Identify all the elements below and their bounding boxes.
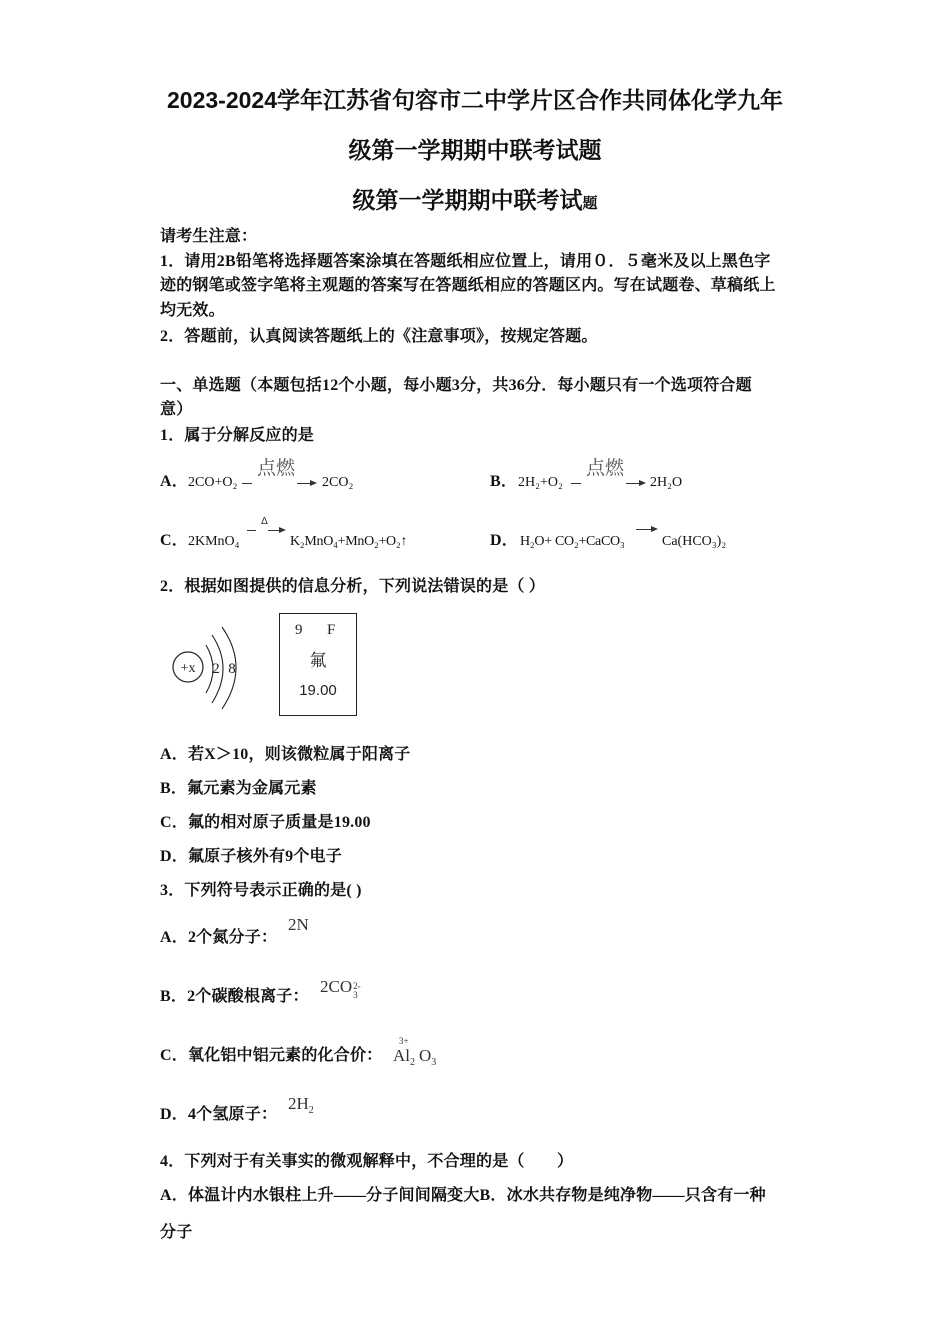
question-2-option-a: A．若X＞10，则该微粒属于阳离子 (160, 746, 411, 763)
question-4-options-line-2: 分子 (160, 1224, 193, 1241)
question-2-option-d: D．氟原子核外有9个电子 (160, 848, 342, 865)
nucleus-charge: +x (180, 661, 196, 676)
title-line-3-main: 级第一学期期中联考试 (352, 187, 583, 213)
question-4-stem: 4．下列对于有关事实的微观解释中，不合理的是（ ） (160, 1153, 574, 1170)
reactants: 2H₂+O₂ (518, 475, 563, 490)
formula-element-2: O (419, 1046, 432, 1065)
formula-hydrogen (288, 1094, 314, 1121)
formula-valence: 3+ (399, 1036, 409, 1046)
title-line-3-tail: 题 (582, 195, 598, 212)
formula-main: 2CO (320, 977, 353, 996)
reaction-arrow-icon (268, 530, 284, 531)
formula-sub: 3 (353, 990, 358, 1000)
formula-sub-1: 2 (410, 1057, 415, 1068)
question-2-option-b: B．氟元素为金属元素 (160, 780, 317, 797)
question-3-stem: 3．下列符号表示正确的是( ) (160, 882, 362, 899)
title-line-3 (0, 185, 950, 219)
reaction-dash (247, 530, 256, 531)
atomic-mass: 19.00 (299, 682, 337, 699)
products: 2CO₂ (322, 475, 354, 490)
notice-heading: 请考生注意： (160, 228, 258, 245)
reaction-condition: Δ (261, 516, 268, 527)
title-line-1: 2023-2024学年江苏省句容市二中学片区合作共同体化学九年 (167, 87, 783, 113)
reaction-condition: 点燃 (257, 458, 296, 479)
question-3-option-d-label: D．4个氢原子： (160, 1106, 278, 1123)
formula-sub-sup (353, 982, 361, 1000)
question-3-option-c-label: C．氧化铝中铝元素的化合价： (160, 1047, 383, 1064)
section-heading-line-1: 一、单选题（本题包括12个小题，每小题3分，共36分．每小题只有一个选项符合题 (160, 377, 752, 394)
formula-carbonate (320, 977, 361, 1000)
reactants: 2CO+O₂ (188, 475, 238, 490)
option-label: B． (490, 473, 518, 490)
notice-item-1-line-3: 均无效。 (160, 302, 225, 319)
formula-sup: 2- (353, 981, 361, 991)
question-1-stem: 1．属于分解反应的是 (160, 427, 315, 444)
formula-sub: 2 (308, 1105, 314, 1116)
reaction-arrow-icon (297, 483, 315, 484)
notice-item-1-line-2: 迹的钢笔或签字笔将主观题的答案写在答题纸相应的答题区内。写在试题卷、草稿纸上 (160, 277, 776, 294)
question-3-option-a-label: A．2个氮分子： (160, 929, 278, 946)
formula-element-1: Al (393, 1046, 410, 1065)
option-label: A． (160, 473, 188, 490)
section-heading-line-2: 意） (160, 401, 193, 418)
reaction-condition: 点燃 (586, 458, 625, 479)
question-3-option-b-label: B．2个碳酸根离子： (160, 988, 309, 1005)
products: 2H₂O (650, 475, 683, 490)
notice-item-1-line-1: 1．请用2B铅笔将选择题答案涂填在答题纸相应位置上，请用０．５毫米及以上黑色字 (160, 253, 771, 270)
reactants: H₂O+ CO₂+CaCO₃ (520, 534, 625, 549)
formula-sub-2: 3 (431, 1057, 437, 1068)
element-symbol: F (327, 622, 336, 638)
element-name: 氟 (309, 651, 327, 670)
atomic-number: 9 (295, 622, 303, 638)
shell-2-electrons: 8 (228, 661, 236, 677)
question-4-options-line-1: A．体温计内水银柱上升——分子间间隔变大B．冰水共存物是纯净物——只含有一种 (160, 1187, 766, 1204)
formula-aluminum-oxide (393, 1036, 473, 1070)
formula-main: 2H (288, 1094, 309, 1113)
title-line-2: 级第一学期期中联考试题 (348, 137, 602, 163)
reaction-dash (242, 483, 252, 484)
products: K₂MnO₄+MnO₂+O₂↑ (290, 534, 408, 549)
element-card (279, 613, 357, 716)
atom-structure-diagram (160, 615, 255, 715)
formula-row (393, 1046, 436, 1073)
reaction-arrow-icon (626, 483, 644, 484)
formula-2n: 2N (288, 915, 309, 934)
notice-item-2: 2．答题前，认真阅读答题纸上的《注意事项》，按规定答题。 (160, 328, 598, 345)
shell-1-electrons: 2 (212, 661, 220, 677)
option-label: C． (160, 532, 188, 549)
reaction-arrow-icon (636, 529, 656, 530)
question-2-option-c: C．氟的相对原子质量是19.00 (160, 814, 371, 831)
products: Ca(HCO₃)₂ (662, 534, 727, 549)
reactants: 2KMnO₄ (188, 534, 240, 549)
question-2-stem: 2．根据如图提供的信息分析，下列说法错误的是（ ） (160, 578, 546, 595)
reaction-dash (571, 483, 581, 484)
option-label: D． (490, 532, 518, 549)
